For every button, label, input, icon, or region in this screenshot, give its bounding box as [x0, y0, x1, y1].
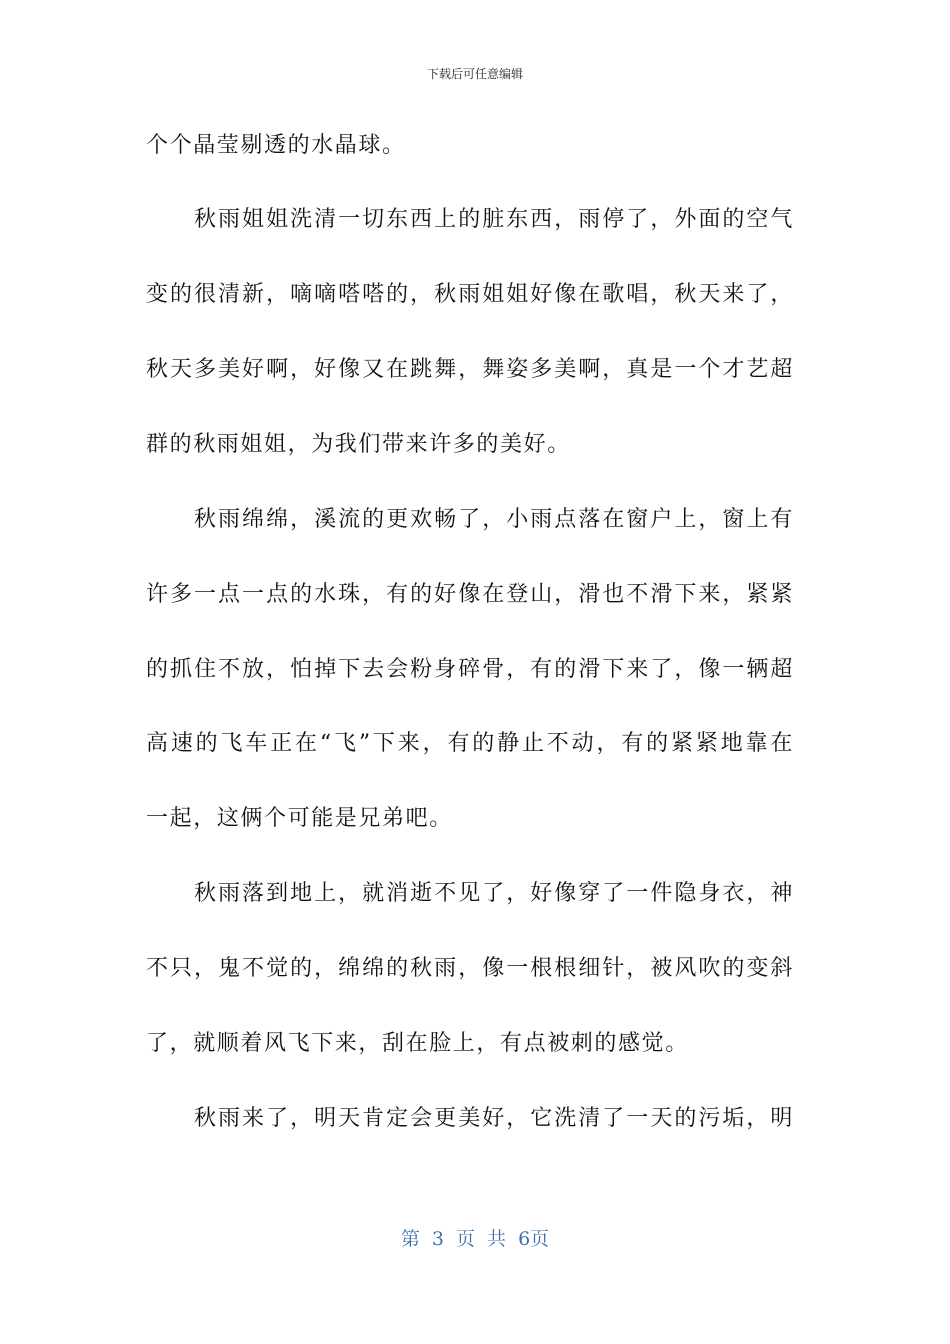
text-line: 秋雨落到地上，就消逝不见了，好像穿了一件隐身衣，神: [146, 881, 794, 906]
text-line: 群的秋雨姐姐，为我们带来许多的美好。: [146, 432, 571, 457]
text-line: 的抓住不放，怕掉下去会粉身碎骨，有的滑下来了，像一辆超: [146, 657, 794, 682]
text-line: 变的很清新，嘀嘀嗒嗒的，秋雨姐姐好像在歌唱，秋天来了，: [146, 282, 794, 307]
text-line: 高速的飞车正在“飞”下来，有的静止不动，有的紧紧地靠在: [146, 731, 794, 756]
text-line: 秋雨姐姐洗清一切东西上的脏东西，雨停了，外面的空气: [146, 207, 794, 232]
text-line: 不只，鬼不觉的，绵绵的秋雨，像一根根细针，被风吹的变斜: [146, 956, 794, 981]
text-line: 秋雨绵绵，溪流的更欢畅了，小雨点落在窗户上，窗上有: [146, 507, 794, 532]
text-line: 个个晶莹剔透的水晶球。: [146, 133, 406, 158]
text-line: 秋雨来了，明天肯定会更美好，它洗清了一天的污垢，明: [146, 1106, 794, 1131]
page-header: 下载后可任意编辑: [426, 67, 523, 81]
page-number-footer: 第 3 页 共 6页: [400, 1228, 550, 1250]
text-line: 秋天多美好啊，好像又在跳舞，舞姿多美啊，真是一个才艺超: [146, 357, 794, 382]
text-line: 了，就顺着风飞下来，刮在脸上，有点被刺的感觉。: [146, 1031, 689, 1056]
text-line: 一起，这俩个可能是兄弟吧。: [146, 806, 453, 831]
text-line: 许多一点一点的水珠，有的好像在登山，滑也不滑下来，紧紧: [146, 582, 794, 607]
